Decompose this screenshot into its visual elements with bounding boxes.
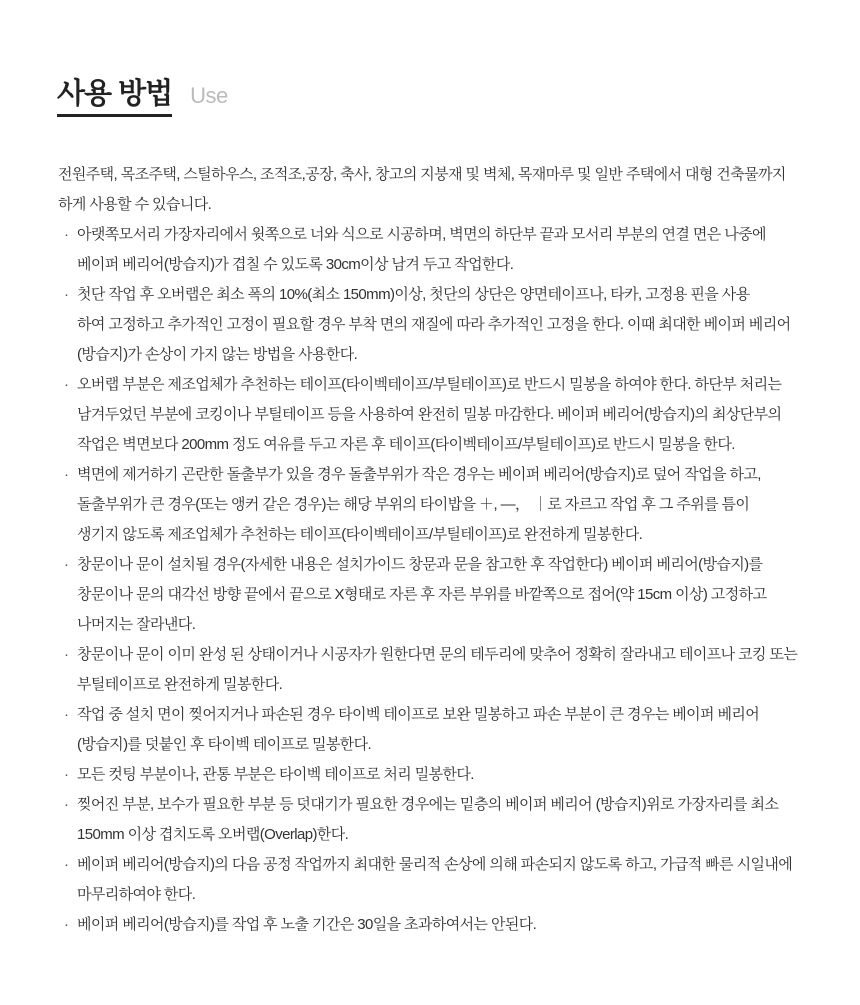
list-item-line: 남겨두었던 부분에 코킹이나 부틸테이프 등을 사용하여 완전히 밀봉 마감한다. 베이퍼 베리어(방습지)의 최상단부의	[77, 406, 782, 423]
bullet-icon: ·	[64, 766, 69, 783]
list-item	[58, 790, 838, 850]
intro-paragraph	[58, 160, 838, 220]
list-item	[58, 550, 838, 640]
list-item-line: 찢어진 부분, 보수가 필요한 부분 등 덧대기가 필요한 경우에는 밑층의 베이퍼 베리어 (방습지)위로 가장자리를 최소	[77, 796, 779, 813]
list-item-line: 하여 고정하고 추가적인 고정이 필요할 경우 부착 면의 재질에 따라 추가적인 고정을 한다. 이때 최대한 베이퍼 베리어	[77, 316, 791, 333]
list-item	[58, 280, 838, 370]
page-title: 사용 방법	[57, 76, 172, 117]
list-item-line: 오버랩 부분은 제조업체가 추천하는 테이프(타이벡테이프/부틸테이프)로 반드시 밀봉을 하여야 한다. 하단부 처리는	[77, 376, 782, 393]
list-item-line: 창문이나 문의 대각선 방향 끝에서 끝으로 X형태로 자른 후 자른 부위를 바깥쪽으로 접어(약 15cm 이상) 고정하고	[77, 586, 767, 603]
bullet-icon: ·	[64, 376, 69, 393]
list-item-line: 돌출부위가 큰 경우(또는 앵커 같은 경우)는 해당 부위의 타이밥을 ＋, —， ｜로 자르고 작업 후 그 주위를 틈이	[77, 496, 750, 513]
bullet-icon: ·	[64, 286, 69, 303]
list-item	[58, 760, 838, 790]
bullet-icon: ·	[64, 706, 69, 723]
list-item-line: 나머지는 잘라낸다.	[77, 616, 196, 633]
list-item	[58, 850, 838, 910]
intro-line: 하게 사용할 수 있습니다.	[58, 196, 212, 213]
list-item-line: 창문이나 문이 이미 완성 된 상태이거나 시공자가 원한다면 문의 테두리에 맞추어 정확히 잘라내고 테이프나 코킹 또는	[77, 646, 798, 663]
usage-list	[58, 220, 838, 940]
intro-line: 전원주택, 목조주택, 스틸하우스, 조적조,공장, 축사, 창고의 지붕재 및 벽체, 목재마루 및 일반 주택에서 대형 건축물까지	[58, 166, 786, 183]
list-item-line: 아랫쪽모서리 가장자리에서 윗쪽으로 너와 식으로 시공하며, 벽면의 하단부 끝과 모서리 부분의 연결 면은 나중에	[77, 226, 766, 243]
list-item-line: 첫단 작업 후 오버랩은 최소 폭의 10%(최소 150mm)이상, 첫단의 상단은 양면테이프나, 타카, 고정용 핀을 사용	[77, 286, 750, 303]
bullet-icon: ·	[64, 856, 69, 873]
bullet-icon: ·	[64, 556, 69, 573]
list-item-line: 베이퍼 베리어(방습지)를 작업 후 노출 기간은 30일을 초과하여서는 안된다.	[77, 916, 537, 933]
list-item-line: 작업 중 설치 면이 찢어지거나 파손된 경우 타이벡 테이프로 보완 밀봉하고 파손 부분이 큰 경우는 베이퍼 베리어	[77, 706, 760, 723]
list-item-line: 베이퍼 베리어(방습지)가 겹칠 수 있도록 30cm이상 남겨 두고 작업한다.	[77, 256, 514, 273]
list-item	[58, 640, 838, 700]
section-header	[57, 76, 228, 117]
bullet-icon: ·	[64, 646, 69, 663]
list-item-line: 생기지 않도록 제조업체가 추천하는 테이프(타이벡테이프/부틸테이프)로 완전하게 밀봉한다.	[77, 526, 643, 543]
bullet-icon: ·	[64, 796, 69, 813]
bullet-icon: ·	[64, 916, 69, 933]
bullet-icon: ·	[64, 466, 69, 483]
list-item-line: 벽면에 제거하기 곤란한 돌출부가 있을 경우 돌출부위가 작은 경우는 베이퍼 베리어(방습지)로 덮어 작업을 하고,	[77, 466, 761, 483]
list-item	[58, 910, 838, 940]
list-item-line: 작업은 벽면보다 200mm 정도 여유를 두고 자른 후 테이프(타이벡테이프/부틸테이프)로 반드시 밀봉을 한다.	[77, 436, 735, 453]
list-item-line: (방습지)를 덧붙인 후 타이벡 테이프로 밀봉한다.	[77, 736, 372, 753]
list-item	[58, 700, 838, 760]
list-item	[58, 220, 838, 280]
list-item-line: 마무리하여야 한다.	[77, 886, 196, 903]
list-item-line: 150mm 이상 겹치도록 오버랩(Overlap)한다.	[77, 826, 349, 843]
list-item-line: 모든 컷팅 부분이나, 관통 부분은 타이벡 테이프로 처리 밀봉한다.	[77, 766, 474, 783]
list-item-line: 창문이나 문이 설치될 경우(자세한 내용은 설치가이드 창문과 문을 참고한 후 작업한다) 베이퍼 베리어(방습지)를	[77, 556, 763, 573]
list-item-line: (방습지)가 손상이 가지 않는 방법을 사용한다.	[77, 346, 358, 363]
list-item	[58, 460, 838, 550]
page-subtitle: Use	[190, 83, 228, 108]
usage-content	[58, 160, 838, 940]
list-item-line: 베이퍼 베리어(방습지)의 다음 공정 작업까지 최대한 물리적 손상에 의해 파손되지 않도록 하고, 가급적 빠른 시일내에	[77, 856, 793, 873]
bullet-icon: ·	[64, 226, 69, 243]
list-item-line: 부틸테이프로 완전하게 밀봉한다.	[77, 676, 283, 693]
list-item	[58, 370, 838, 460]
